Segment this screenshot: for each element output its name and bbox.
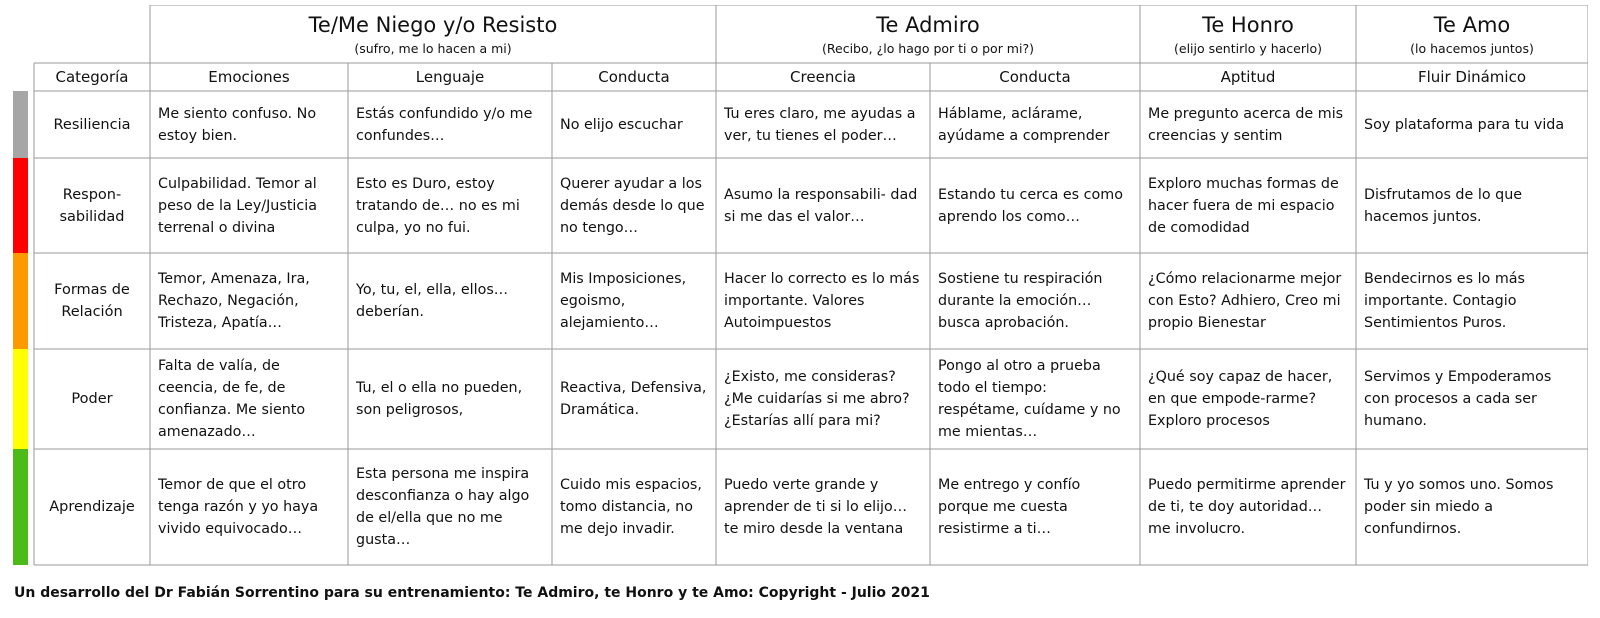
cell-text: Me pregunto acerca de mis creencias y sentim [1148,105,1344,144]
table-cell [716,91,930,158]
table-cell [552,91,716,158]
matrix-table [10,5,1588,581]
cell-text: Puedo verte grande y aprender de ti si lo elijo… te miro desde la ventana [724,477,908,537]
cell-text: Mis Imposiciones, egoismo, alejamiento… [560,271,687,331]
table-cell [1356,253,1588,349]
row-label-text: Resiliencia [53,116,131,133]
table-cell [1356,91,1588,158]
cell-text: Servimos y Empoderamos con procesos a cada ser humano. [1364,369,1552,429]
row-label [34,91,150,158]
table-cell [930,158,1140,253]
table-cell [930,253,1140,349]
table-cell [1356,349,1588,449]
table-cell [1140,91,1356,158]
row-label-text: Aprendizaje [49,499,135,515]
table-cell [552,449,716,565]
column-header: Aptitud [1220,68,1276,86]
table-cell [150,449,348,565]
row-label [34,449,150,565]
cell-text: Pongo al otro a prueba todo el tiempo: respétame, cuídame y no me mientas… [938,358,1121,440]
row-color-bar [13,449,28,565]
table-cell [150,253,348,349]
group-title: Te/Me Niego y/o Resisto [308,13,558,37]
cell-text: ¿Cómo relacionarme mejor con Esto? Adhiero, Creo mi propio Bienestar [1148,271,1342,331]
table-cell [1140,449,1356,565]
group-subtitle: (lo hacemos juntos) [1410,41,1534,56]
column-header: Conducta [999,68,1071,86]
cell-text: Estás confundido y/o me confundes… [356,105,533,144]
cell-text: Puedo permitirme aprender de ti, te doy autoridad… me involucro. [1148,477,1346,537]
group-subtitle: (elijo sentirlo y hacerlo) [1174,41,1322,56]
cell-text: Sostiene tu respiración durante la emoción… busca aprobación. [938,271,1103,331]
cell-text: Tu eres claro, me ayudas a ver, tu tienes el poder… [724,105,916,144]
cell-text: Yo, tu, el, ella, ellos… deberían. [356,282,509,320]
table-cell [552,349,716,449]
cell-text: No elijo escuchar [560,116,683,133]
column-header: Emociones [208,68,290,86]
table-cell [716,253,930,349]
cell-text: Temor de que el otro tenga razón y yo haya vivido equivocado… [158,477,319,537]
cell-text: Me entrego y confío porque me cuesta resistirme a ti… [938,477,1081,537]
cell-text: Culpabilidad. Temor al peso de la Ley/Justicia terrenal o divina [158,175,317,236]
cell-text: Háblame, aclárame, ayúdame a comprender [938,105,1110,144]
row-color-bar [13,253,28,349]
cell-text: Esta persona me inspira desconfianza o hay algo de el/ella que no me gusta… [356,466,530,548]
column-header: Conducta [598,68,670,86]
table-cell [150,349,348,449]
row-label [34,349,150,449]
table-cell [1356,449,1588,565]
cell-text: Falta de valía, de ceencia, de fe, de confianza. Me siento amenazado… [158,358,306,440]
table-cell [348,91,552,158]
cell-text: Disfrutamos de lo que hacemos juntos. [1364,186,1523,225]
table-cell [930,91,1140,158]
cell-text: Hacer lo correcto es lo más importante. Valores Autoimpuestos [724,271,920,331]
row-label-text: Formas de Relación [54,282,130,320]
table-cell [552,253,716,349]
row-label-text: Respon- sabilidad [59,186,125,225]
group-subtitle: (Recibo, ¿lo hago por ti o por mi?) [822,41,1034,56]
category-header: Categoría [55,68,129,86]
cell-text: ¿Existo, me consideras? ¿Me cuidarías si me abro? ¿Estarías allí para mi? [724,369,910,429]
table-cell [150,158,348,253]
row-color-bar [13,158,28,253]
cell-text: Soy plataforma para tu vida [1364,116,1565,133]
table-cell [348,158,552,253]
cell-text: Cuido mis espacios, tomo distancia, no me dejo invadir. [560,477,702,537]
column-header: Fluir Dinámico [1417,68,1527,86]
table-cell [930,449,1140,565]
column-header: Lenguaje [415,68,485,86]
table-cell [348,449,552,565]
group-title: Te Amo [1433,13,1511,37]
group-subtitle: (sufro, me lo hacen a mi) [354,41,512,56]
cell-text: Temor, Amenaza, Ira, Rechazo, Negación, Tristeza, Apatía… [158,271,310,331]
table-cell [716,349,930,449]
table-cell [348,349,552,449]
cell-text: Exploro muchas formas de hacer fuera de mi espacio de comodidad [1148,175,1339,236]
table-cell [348,253,552,349]
cell-text: Reactiva, Defensiva, Dramática. [560,380,707,418]
row-label [34,158,150,253]
cell-text: Asumo la responsabili- dad si me das el valor… [724,186,918,225]
table-cell [716,449,930,565]
table-cell [1140,158,1356,253]
table-cell [930,349,1140,449]
table-cell [1140,349,1356,449]
table-cell [1356,158,1588,253]
cell-text: Tu y yo somos uno. Somos poder sin miedo a confundirnos. [1364,477,1554,537]
column-header: Creencia [790,68,856,86]
table-cell [552,158,716,253]
table-cell [150,91,348,158]
cell-text: Me siento confuso. No estoy bien. [158,105,317,144]
cell-text: Tu, el o ella no pueden, son peligrosos, [356,380,523,418]
table-cell [716,158,930,253]
table-cell [1140,253,1356,349]
cell-text: Bendecirnos es lo más importante. Contagio Sentimientos Puros. [1364,271,1525,331]
row-label-text: Poder [71,391,113,407]
row-color-bar [13,91,28,158]
group-title: Te Honro [1202,13,1294,37]
group-title: Te Admiro [876,13,980,37]
cell-text: Estando tu cerca es como aprendo los como… [938,186,1123,225]
row-label [34,253,150,349]
copyright-footer: Un desarrollo del Dr Fabián Sorrentino para su entrenamiento: Te Admiro, te Honro y te Amo: Copyright - Julio 2021 [14,585,930,601]
cell-text: Esto es Duro, estoy tratando de… no es mi culpa, yo no fui. [356,175,520,236]
cell-text: ¿Qué soy capaz de hacer, en que empode-rarme? Exploro procesos [1148,369,1333,429]
row-color-bar [13,349,28,449]
cell-text: Querer ayudar a los demás desde lo que no tengo… [560,175,705,236]
